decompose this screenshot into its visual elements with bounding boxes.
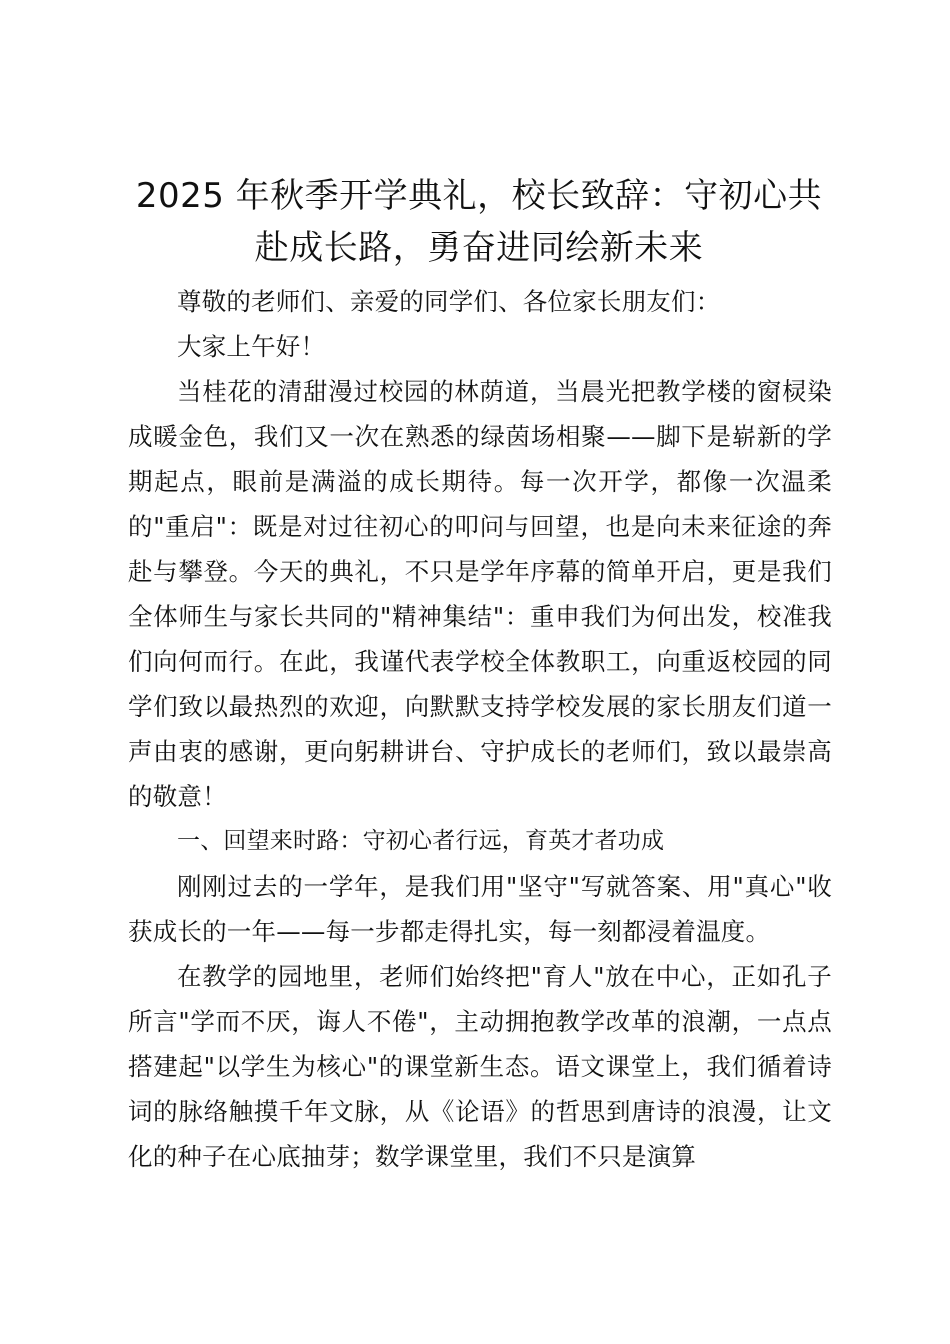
salutation-paragraph: 尊敬的老师们、亲爱的同学们、各位家长朋友们：: [177, 287, 721, 316]
opening-paragraph: 当桂花的清甜漫过校园的林荫道，当晨光把教学楼的窗棂染成暖金色，我们又一次在熟悉的绿茵场相聚——脚下是崭新的学期起点，眼前是满溢的成长期待。每一次开学，都像一次温柔的"重启"：既是对过往初心的叩问与回望，也是向未来征途的奔赴与攀登。今天的典礼，不只是学年序幕的简单开启，更是我们全体师生与家长共同的"精神集结"：重申我们为何出发，校准我们向何而行。在此，我谨代表学校全体教职工，向重返校园的同学们致以最热烈的欢迎，向默默支持学校发展的家长朋友们道一声由衷的感谢，更向躬耕讲台、守护成长的老师们，致以最崇高的敬意！: [128, 377, 832, 811]
review-paragraph: 刚刚过去的一学年，是我们用"坚守"写就答案、用"真心"收获成长的一年——每一步都走得扎实，每一刻都浸着温度。: [128, 872, 832, 946]
greeting-paragraph: 大家上午好！: [177, 332, 326, 361]
teaching-paragraph: 在教学的园地里，老师们始终把"育人"放在中心，正如孔子所言"学而不厌，诲人不倦"，主动拥抱教学改革的浪潮，一点点搭建起"以学生为核心"的课堂新生态。语文课堂上，我们循着诗词的脉络触摸千年文脉，从《论语》的哲思到唐诗的浪漫，让文化的种子在心底抽芽；数学课堂里，我们不只是演算: [128, 962, 832, 1171]
document-body: [128, 279, 832, 1179]
document-title: 2025 年秋季开学典礼，校长致辞：守初心共赴成长路，勇奋进同绘新未来: [135, 176, 823, 268]
section-heading: 一、回望来时路：守初心者行远，育英才者功成: [177, 828, 665, 854]
